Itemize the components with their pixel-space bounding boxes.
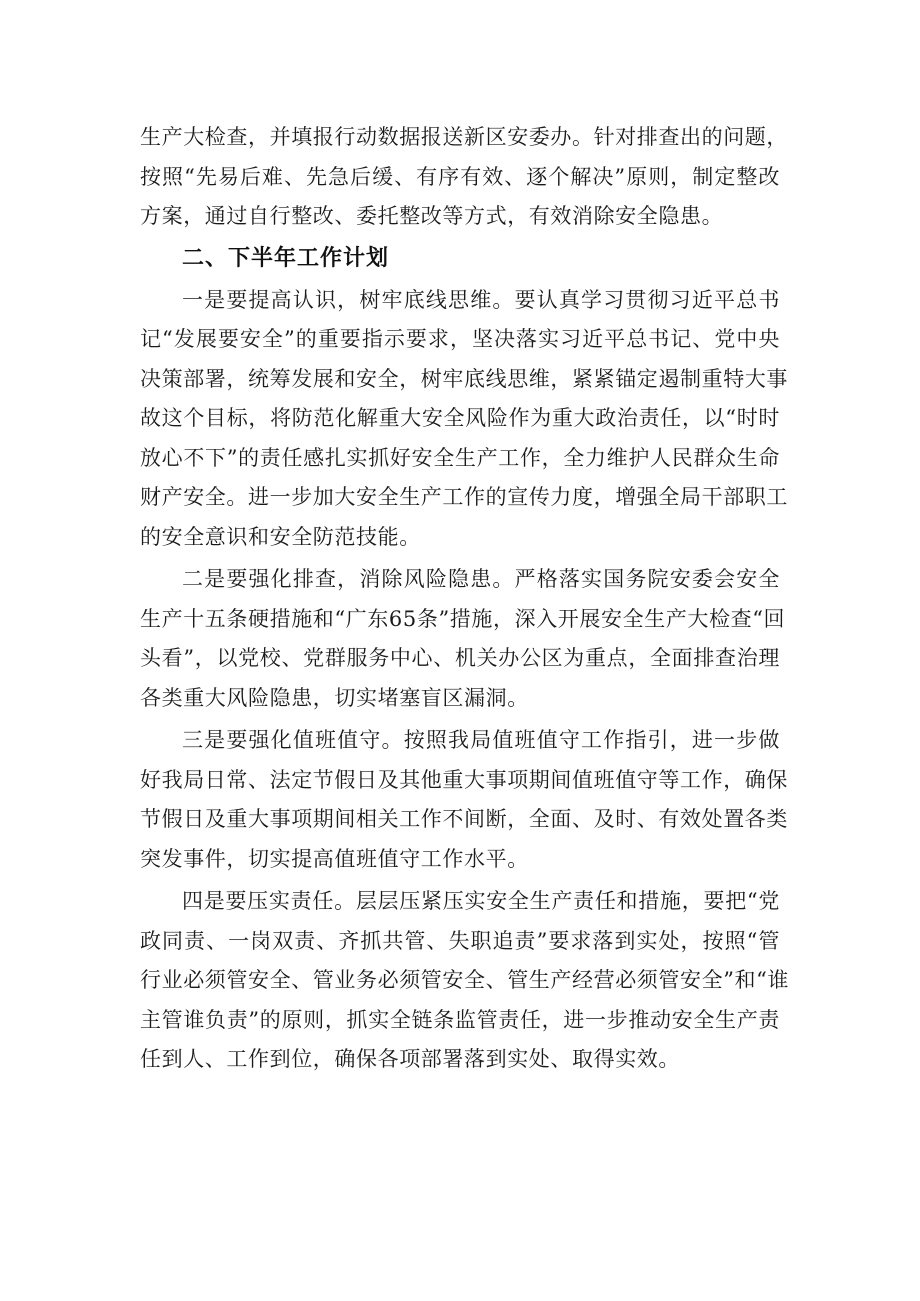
text-line: 生产十五条硬措施和“广东65条”措施，深入开展安全生产大检查“回: [140, 606, 786, 631]
text-line: 方案，通过自行整改、委托整改等方式，有效消除安全隐患。: [140, 204, 724, 228]
paragraph-strengthen-inspection: [140, 560, 786, 718]
text-line: 记“发展要安全”的重要指示要求，坚决落实习近平总书记、党中央: [140, 327, 780, 351]
document-body: [140, 118, 790, 1080]
text-line: 一是要提高认识，树牢底线思维。要认真学习贯彻习近平总书: [182, 287, 780, 312]
text-line: 按照“先易后难、先急后缓、有序有效、逐个解决”原则，制定整改: [140, 164, 780, 189]
text-line: 生产大检查，并填报行动数据报送新区安委办。针对排查出的问题，: [140, 125, 788, 149]
text-line: 决策部署，统筹发展和安全，树牢底线思维，紧紧锚定遏制重特大事: [140, 366, 788, 391]
text-line: 故这个目标，将防范化解重大安全风险作为重大政治责任，以“时时: [140, 406, 780, 430]
text-line: 头看”，以党校、党群服务中心、机关办公区为重点，全面排查治理: [140, 646, 780, 670]
text-line: 任到人、工作到位，确保各项部署落到实处、取得实效。: [140, 1047, 680, 1071]
text-line: 主管谁负责”的原则，抓实全链条监管责任，进一步推动安全生产责: [140, 1007, 780, 1032]
text-line: 二是要强化排查，消除风险隐患。严格落实国务院安委会安全: [182, 567, 780, 591]
paragraph-duty-shifts: [140, 721, 788, 879]
paragraph-raise-awareness: [140, 281, 788, 558]
text-line: 好我局日常、法定节假日及其他重大事项期间值班值守等工作，确保: [140, 767, 788, 792]
section-heading: 二、下半年工作计划: [182, 245, 390, 271]
text-line: 各类重大风险隐患，切实堵塞盲区漏洞。: [140, 685, 529, 710]
text-line: 放心不下”的责任感扎实抓好安全生产工作，全力维护人民群众生命: [140, 445, 780, 470]
text-line: 节假日及重大事项期间相关工作不间断，全面、及时、有效处置各类: [140, 807, 788, 831]
paragraph-continuation: [140, 118, 788, 237]
text-line: 突发事件，切实提高值班值守工作水平。: [140, 846, 529, 871]
text-line: 政同责、一岗双责、齐抓共管、失职追责”要求落到实处，按照“管: [140, 928, 780, 953]
text-line: 四是要压实责任。层层压紧压实安全生产责任和措施，要把“党: [182, 889, 780, 913]
text-line: 的安全意识和安全防范技能。: [140, 524, 421, 549]
text-line: 行业必须管安全、管业务必须管安全、管生产经营必须管安全”和“谁: [140, 968, 790, 992]
paragraph-responsibility: [140, 882, 790, 1080]
text-line: 财产安全。进一步加大安全生产工作的宣传力度，增强全局干部职工: [140, 485, 788, 509]
text-line: 三是要强化值班值守。按照我局值班值守工作指引，进一步做: [182, 728, 780, 752]
